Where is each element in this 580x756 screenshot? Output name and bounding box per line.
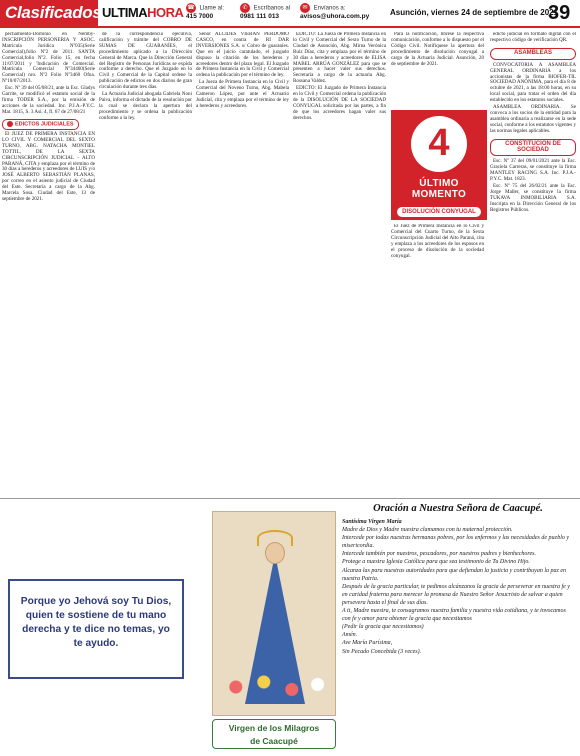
prayer-line: Alcanza las para nuestras autoridades para que defiendan la justicia y contribuyan la paz en nuestra Patria.: [342, 567, 566, 582]
prayer-advertisement: [0, 498, 580, 756]
ultimo-momento-box: [391, 110, 487, 220]
flowers-decoration: [219, 662, 331, 712]
phone-contact: ☎ Llame al: 415 7000: [186, 5, 225, 20]
prayer-line: Sin Pecado Concebida (3 veces).: [342, 648, 422, 655]
bible-verse: Porque yo Jehová soy Tu Dios, quien te sostiene de tu mano derecha y te dice no temas, yo te ayudo.: [20, 596, 172, 649]
virgin-image: [212, 511, 336, 716]
prayer-line: A ti, Madre nuestra, te consagramos nuestra familia y nuestra vida cotidiana, y te invocamos con fe y amor para obtener la gracia que necesitamos: [342, 608, 566, 623]
whatsapp-icon: ✆: [240, 3, 250, 13]
email-contact: ✉ Envíanos a: avisos@uhora.com.py: [300, 5, 370, 20]
page-header: [0, 0, 580, 28]
ultimo-title: ÚLTIMO MOMENTO: [411, 178, 467, 200]
virgin-face: [265, 542, 285, 564]
classified-text: El JUEZ DE PRIMERA INSTANCIA EN LO CIVIL Y COMERCIAL DEL SEXTO TURNO, ABG. NATACHA MONTIEL TOTTIL, DE LA SEXTA CIRCUNSCRIPCIÓN JUDICIAL - ALTO PARANÁ, CITA y emplaza por el término de 30 días a herederos y acreedores de LUIS y/o JOSÉ ALBERTO SEBASTIÁN PLANAS, por correo en el asiento judicial de Ciudad del Este. Secretaría a cargo de la Abg. Marcela Sosa. Ciudad del Este, 13 de septiembre de 2021.: [2, 131, 95, 203]
classified-text: CONVOCATORIA A ASAMBLEA GENERAL ORDINARIA a los accionistas de la firma BIOFER-TIL SOCIEDAD ANÓNIMA, para el día 8 de octubre de 2021, a las 18:00 horas, en su local social, para tratar el orden del día establecido en los estatutos sociales.: [490, 61, 576, 104]
section-header-constitucion: CONSTITUCIÓN DE SOCIEDAD: [490, 139, 576, 157]
classified-text: pechamiento-Dominio en Nemby- INSCRIPCIÓN PERSONERIA Y ASOC. Matrícula Jurídica Nº035(Serie Comercial),folio Nº2 de 2011. SANTA Comercial,folio Nº2. Folio 15, en fecha 11/07/2011 y 'Indicación de Comercial. Matrícula Comercial Nº34460(Serie Comercial) nro. Nº2 Folio Nº3460 Ofna. Nº10/07/2013.: [2, 32, 95, 85]
prayer-line: Madre de Dios y Madre nuestra clamamos con tu maternal protección.: [342, 527, 513, 534]
classified-text: La Actuaria Judicial abogada Gabriela Noni Paiva, informa el dictado de la resolución por la cual se declara la apertura del procedimiento y se ordena la publicación conforme a la ley.: [99, 91, 192, 121]
prayer-line: Ave María Purísima,: [342, 640, 393, 647]
prayer-body: [342, 518, 574, 656]
whatsapp-contact: ✆ Escríbanos al 0981 111 013: [240, 5, 291, 20]
classified-text: Esc. Nº 39 del 05/08/21, ante la Esc. Gladys Garrite, se modificó el estatuto social de la firma TODER S.A., por la emisión de acciones de la sociedad. Inc. P.J.A.-P.Y.C. Mat. 1815, S. 3 Asi. 4, fl. 67 de 27/08/21: [2, 85, 95, 115]
classified-text: La Jueza de Primera Instancia en lo Civil y Comercial del Noveno Turno, Abg. Mabela Cameron López, por ante el Actuario Judicial, cita y emplaza por el término de ley a herederos y acreedores.: [196, 79, 289, 109]
gavel-icon: [7, 121, 13, 127]
prayer-line: Intercede por todas nuestras hermanas pobres, por los enfermos y las necesidades de pueblo y misericordia.: [342, 535, 570, 550]
column-2: [99, 32, 192, 496]
classified-text: Esc. Nº 37 del 09/01/2021 ante la Esc. Graciela Carreras, se constituye la firma MANTLEY RACING S.A. Inc. P.J.A.-P.Y.C. Mat. 1823.: [490, 158, 576, 183]
publication-date: Asunción, viernes 24 de septiembre de 2021: [390, 8, 559, 17]
classified-text: El Juez de Primera Instancia en lo Civil y Comercial del Cuarto Turno, de la Sexta Circunscripción Judicial del Alto Paraná, cita y emplaza a los acreedores de los esposos en el proceso de disolución de la sociedad conyugal.: [391, 224, 484, 259]
prayer-line: Intercede también por nuestros, pescadores, por nuestros padres y bienhechores.: [342, 551, 536, 558]
prayer-line: Amén.: [342, 632, 358, 639]
classified-text: edicto judicial en formato digital con el respectivo código de verificación QR.: [490, 32, 576, 43]
virgin-illustration: [212, 511, 336, 751]
column-6: [490, 32, 576, 496]
classified-text: de la correspondencia ejecutiva, calificación y trámite del COBRO DE SUMAS DE GUARANÍES, el procedimiento aplicado a la Dirección General de Marca. Que la Dirección General del Registro de Personas Jurídicas se expida conforme a derecho. Que el Juzgado en lo Civil y Comercial de la Capital ordene la publicación de edictos en dos diarios de gran circulación durante tres días.: [99, 32, 192, 91]
newspaper-logo: ULTIMAHORA: [102, 5, 184, 20]
column-4: [293, 32, 386, 496]
classified-text: Esc. Nº 75 del 26/02/21 ante la Esc. Jorge Maller, se constituye la firma TUKAVA INMOBILIARIA S.A. Inscripta en la Dirección General de los Registros Públicos.: [490, 183, 576, 213]
prayer-line: (Pedir la gracia que necesitamos): [342, 624, 424, 631]
email-icon: ✉: [300, 3, 310, 13]
classified-text: ASAMBLEA ORDINARIA. Se convoca a los socios de la entidad para la asamblea ordinaria a realizarse en la sede social, conforme a los estatutos vigentes y las normas legales aplicables.: [490, 104, 576, 134]
classified-text: EDICTO: El Juzgado de Primera Instancia en lo Civil y Comercial ordena la publicación de la DISOLUCIÓN DE LA SOCIEDAD CONYUGAL solicitada por las partes, a fin de que los acreedores hagan valer sus derechos.: [293, 85, 386, 121]
section-header-asambleas: ASAMBLEAS: [490, 48, 576, 60]
column-3: [196, 32, 289, 496]
virgin-caption: Virgen de los Milagros de Caacupé: [212, 719, 336, 749]
prayer-title: Oración a Nuestra Señora de Caacupé.: [373, 503, 543, 514]
ultimo-number-badge: 4: [411, 116, 467, 172]
phone-icon: ☎: [187, 5, 195, 11]
classified-text: Para la notificación, librese la respectiva comunicación, conforme a lo dispuesto por el Código Civil. Notifíquese la apertura del procedimiento de disolución conyugal a cargo de la Actuaria Judicial. Asunción, 20 de septiembre de 2021.: [391, 32, 484, 67]
classified-text: Señor ALCIDES VIERÁN PERDOMO CASCO, en contra de RI DAR INVERSIONES S.A. s/ Cobro de guaraníes. Que en el juicio caratulado, el juzgado dispuso la citación de los herederos y acreedores dentro del plazo legal. El Juzgado de Primera Instancia en lo Civil y Comercial ordena la publicación por el término de ley.: [196, 32, 289, 79]
classified-text: EDICTO: La Jueza de Primera Instancia en lo Civil y Comercial del Sexto Turno de la Ciudad de Asunción, Abg. Mirna Verónica Ruiz Díaz, cita y emplaza por el término de 30 días a herederos y acreedores de ELISA MABEL ARRÚA GONZÁLEZ para que se presenten a hacer valer sus derechos. Secretaría a cargo de la actuaria Abg. Rossana Valdez.: [293, 32, 386, 85]
prayer-line: Protege a nuestra Iglesia Católica para que sea testimonio de Tu Divino Hijo.: [342, 559, 530, 566]
section-brand: Clasificados: [0, 0, 98, 26]
column-1: [2, 32, 95, 496]
bible-verse-box: [8, 579, 184, 679]
column-5-bottom: [391, 224, 484, 496]
page-number: 39: [548, 2, 571, 24]
prayer-line: Santísima Virgen María: [342, 519, 402, 525]
column-5-top: [391, 32, 484, 108]
section-header-edictos: EDICTOS JUDICIALES: [2, 119, 79, 130]
ultimo-subtitle: DISOLUCIÓN CONYUGAL: [397, 207, 481, 217]
prayer-text-block: [342, 503, 574, 656]
prayer-line: Después de la gracia particular, te pedimos alcánzanos la gracia de perseverar en nuestra fe y en caridad fraterna para merecer la promesa de Nuestro Señor Jesucristo de salvar a quien persevera hasta el final de sus días.: [342, 583, 570, 606]
